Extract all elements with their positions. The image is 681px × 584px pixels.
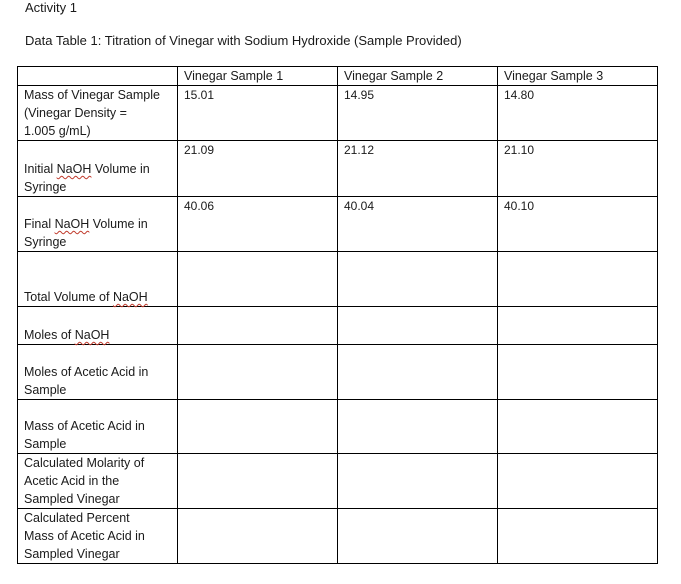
table-row: [18, 197, 658, 252]
table-header-row: [18, 67, 658, 86]
cell-moles-acetic-s3: [498, 345, 658, 400]
cell-mass-vinegar-s1: 15.01: [178, 86, 338, 141]
table-row: [18, 307, 658, 345]
header-cell-sample-1: Vinegar Sample 1: [178, 67, 338, 86]
cell-total-naoh-s3: [498, 252, 658, 307]
cell-percent-mass-s2: [338, 509, 498, 564]
cell-mass-acetic-s2: [338, 400, 498, 454]
table-row: [18, 252, 658, 307]
cell-mass-acetic-s3: [498, 400, 658, 454]
table-row: [18, 509, 658, 564]
cell-initial-naoh-s1: 21.09: [178, 141, 338, 197]
row-label-mass-acetic: Mass of Acetic Acid in Sample: [18, 400, 178, 454]
cell-mass-acetic-s1: [178, 400, 338, 454]
row-label-moles-naoh: Moles of NaOH: [18, 307, 178, 345]
cell-mass-vinegar-s3: 14.80: [498, 86, 658, 141]
cell-total-naoh-s1: [178, 252, 338, 307]
row-label-percent-mass: Calculated Percent Mass of Acetic Acid in Sampled Vinegar: [18, 509, 178, 564]
table-row: [18, 454, 658, 509]
cell-total-naoh-s2: [338, 252, 498, 307]
cell-moles-acetic-s2: [338, 345, 498, 400]
cell-moles-naoh-s2: [338, 307, 498, 345]
row-label-molarity: Calculated Molarity of Acetic Acid in the Sampled Vinegar: [18, 454, 178, 509]
table-row: [18, 86, 658, 141]
header-cell-sample-2: Vinegar Sample 2: [338, 67, 498, 86]
table-row: [18, 400, 658, 454]
cell-percent-mass-s1: [178, 509, 338, 564]
cell-moles-acetic-s1: [178, 345, 338, 400]
cell-molarity-s2: [338, 454, 498, 509]
cell-initial-naoh-s2: 21.12: [338, 141, 498, 197]
header-cell-empty: [18, 67, 178, 86]
cell-moles-naoh-s1: [178, 307, 338, 345]
table-row: [18, 345, 658, 400]
row-label-total-naoh: Total Volume of NaOH: [18, 252, 178, 307]
activity-title: Activity 1: [25, 0, 78, 15]
cell-mass-vinegar-s2: 14.95: [338, 86, 498, 141]
cell-final-naoh-s1: 40.06: [178, 197, 338, 252]
cell-moles-naoh-s3: [498, 307, 658, 345]
table-caption: Data Table 1: Titration of Vinegar with Sodium Hydroxide (Sample Provided): [25, 33, 462, 48]
header-cell-sample-3: Vinegar Sample 3: [498, 67, 658, 86]
row-label-moles-acetic: Moles of Acetic Acid in Sample: [18, 345, 178, 400]
row-label-initial-naoh: Initial NaOH Volume in Syringe: [18, 141, 178, 197]
cell-molarity-s1: [178, 454, 338, 509]
titration-data-table: [17, 66, 658, 564]
row-label-mass-vinegar: Mass of Vinegar Sample (Vinegar Density = 1.005 g/mL): [18, 86, 178, 141]
cell-final-naoh-s3: 40.10: [498, 197, 658, 252]
row-label-final-naoh: Final NaOH Volume in Syringe: [18, 197, 178, 252]
cell-final-naoh-s2: 40.04: [338, 197, 498, 252]
cell-initial-naoh-s3: 21.10: [498, 141, 658, 197]
table-row: [18, 141, 658, 197]
cell-molarity-s3: [498, 454, 658, 509]
cell-percent-mass-s3: [498, 509, 658, 564]
